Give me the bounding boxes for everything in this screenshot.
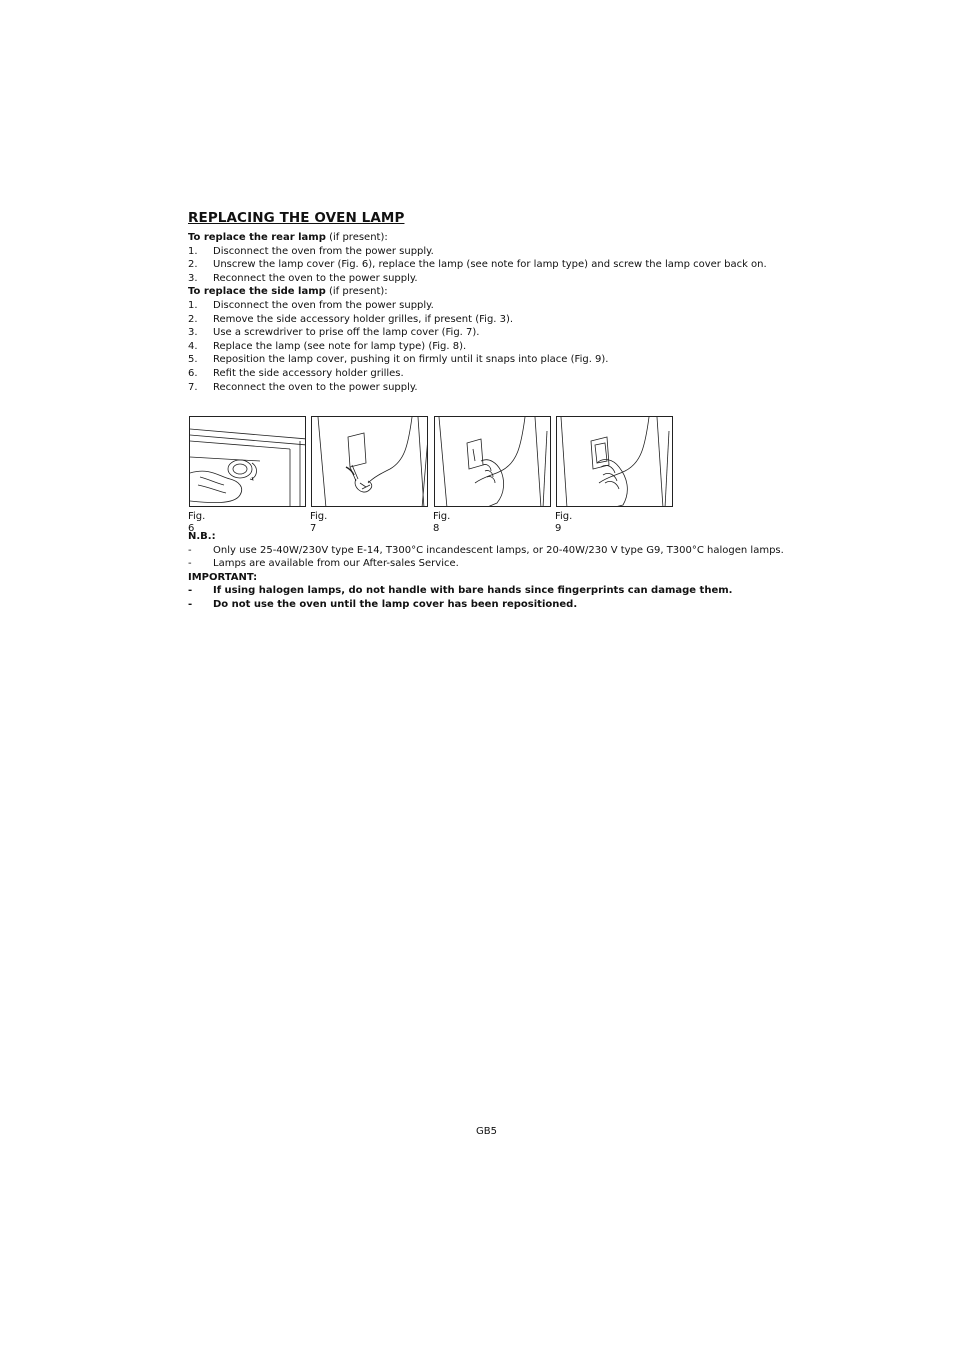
rear-lamp-steps [188,245,768,286]
figure-8-caption: Fig. 8 [433,511,451,534]
warning-text: If using halogen lamps, do not handle with bare hands since fingerprints can damage them. [213,585,733,597]
bullet: - [188,598,193,610]
figure-6-illustration [189,416,306,507]
list-item [188,557,788,571]
figure-7-caption: Fig. 7 [310,511,328,534]
list-item [188,326,768,340]
list-item [188,544,788,558]
note-text: Only use 25-40W/230V type E-14, T300°C incandescent lamps, or 20-40W/230 V type G9, T300°C halogen lamps. [213,544,784,556]
step-number: 4. [188,340,198,352]
step-text: Disconnect the oven from the power supply. [213,245,434,257]
list-item [188,272,768,286]
page-number: GB5 [476,1126,497,1137]
step-text: Refit the side accessory holder grilles. [213,367,404,379]
step-text: Reconnect the oven to the power supply. [213,272,418,284]
side-lamp-heading-bold: To replace the side lamp [188,286,326,298]
figure-8-illustration [434,416,551,507]
rear-lamp-heading-rest: (if present): [325,232,388,243]
page-title: REPLACING THE OVEN LAMP [188,210,405,226]
step-number: 3. [188,327,198,339]
step-number: 2. [188,259,198,271]
warning-text: Do not use the oven until the lamp cover has been repositioned. [213,598,578,610]
list-item [188,584,788,598]
step-text: Disconnect the oven from the power supply. [213,299,434,311]
step-number: 3. [188,272,198,284]
bullet: - [188,585,193,597]
list-item [188,598,788,612]
important-heading: IMPORTANT: [188,571,258,583]
figure-9-illustration [556,416,673,507]
side-lamp-steps [188,299,768,394]
step-number: 2. [188,313,198,325]
step-text: Reposition the lamp cover, pushing it on firmly until it snaps into place (Fig. 9). [213,354,609,366]
list-item [188,367,768,381]
note-text: Lamps are available from our After-sales Service. [213,558,459,570]
list-item [188,245,768,259]
step-number: 6. [188,367,198,379]
nb-heading: N.B.: [188,531,216,542]
list-item [188,258,768,272]
rear-lamp-heading [188,231,768,245]
step-text: Unscrew the lamp cover (Fig. 6), replace the lamp (see note for lamp type) and screw the lamp cover back on. [213,259,767,271]
instructions [188,209,768,394]
list-item [188,353,768,367]
bullet: - [188,558,192,570]
step-text: Reconnect the oven to the power supply. [213,381,418,393]
step-text: Remove the side accessory holder grilles, if present (Fig. 3). [213,313,514,325]
side-lamp-heading-rest: (if present): [325,286,388,298]
notes-section [188,530,788,612]
step-number: 5. [188,354,198,366]
bullet: - [188,544,192,556]
step-number: 1. [188,245,198,257]
list-item [188,313,768,327]
step-number: 1. [188,299,198,311]
step-number: 7. [188,381,198,393]
rear-lamp-heading-bold: To replace the rear lamp [188,232,326,243]
figure-7-illustration [311,416,428,507]
figure-6-caption: Fig. 6 [188,511,206,534]
list-item [188,299,768,313]
side-lamp-heading [188,285,768,299]
list-item [188,381,768,395]
figure-9-caption: Fig. 9 [555,511,573,534]
step-text: Use a screwdriver to prise off the lamp cover (Fig. 7). [213,327,480,339]
list-item [188,340,768,354]
step-text: Replace the lamp (see note for lamp type) (Fig. 8). [213,340,467,352]
